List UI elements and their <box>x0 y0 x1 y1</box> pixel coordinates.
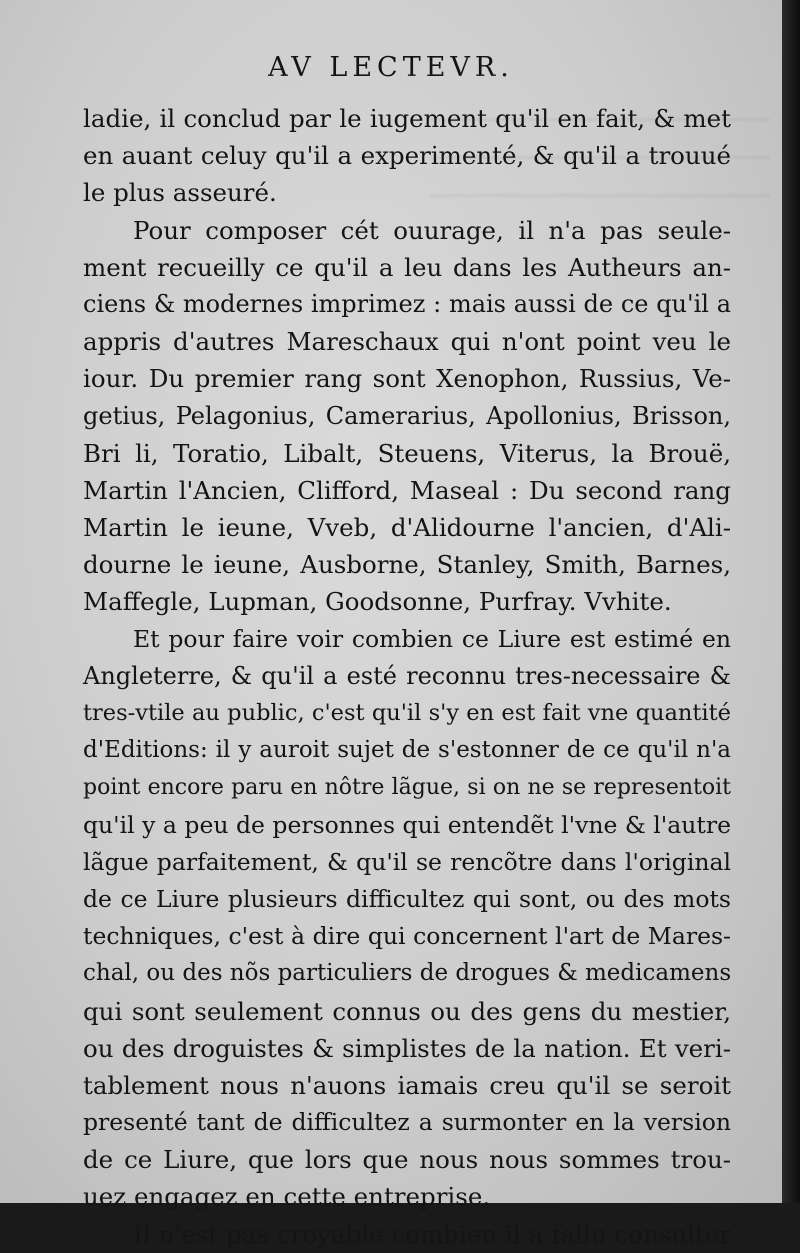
text-line: tablement nous n'auons iamais creu qu'il se seroit <box>83 1070 731 1100</box>
text-line: ment recueilly ce qu'il a leu dans les Autheurs an- <box>83 252 731 282</box>
text-line: de ce Liure plusieurs difficultez qui sont, ou des mots <box>83 884 731 913</box>
text-line: ou des droguistes & simplistes de la nation. Et veri- <box>83 1033 731 1063</box>
text-line: Et pour faire voir combien ce Liure est estimé en <box>133 624 731 653</box>
text-line: tres-vtile au public, c'est qu'il s'y en est fait vne quantité <box>83 700 731 726</box>
text-line: en auant celuy qu'il a experimenté, & qu'il a trouué <box>83 141 731 171</box>
text-line: appris d'autres Mareschaux qui n'ont point veu le <box>83 327 731 357</box>
text-line: qui sont seulement connus ou des gens du mestier, <box>83 996 731 1026</box>
text-line: ladie, il conclud par le iugement qu'il en fait, & met <box>83 104 731 133</box>
text-line: Martin le ieune, Vveb, d'Alidourne l'ancien, d'Ali- <box>83 513 731 543</box>
text-line: dourne le ieune, Ausborne, Stanley, Smith, Barnes, <box>83 550 731 580</box>
text-line: Pour composer cét ouurage, il n'a pas seule- <box>133 215 731 245</box>
text-line: Maffegle, Lupman, Goodsonne, Purfray. Vvhite. <box>83 587 672 617</box>
text-line: chal, ou des nõs particuliers de drogues & medicamens <box>83 960 732 987</box>
text-line: uez engagez en cette entreprise. <box>83 1182 491 1212</box>
body-text <box>83 100 731 1253</box>
text-line: Angleterre, & qu'il a esté reconnu tres-necessaire & <box>83 661 731 690</box>
text-line: iour. Du premier rang sont Xenophon, Russius, Ve- <box>83 364 731 394</box>
text-line: qu'il y a peu de personnes qui entendẽt l'vne & l'autre <box>83 810 731 839</box>
text-line: techniques, c'est à dire qui concernent l'art de Mares- <box>83 922 731 951</box>
text-line: le plus asseuré. <box>83 178 277 208</box>
page-edge <box>782 0 800 1203</box>
text-line: Martin l'Ancien, Clifford, Maseal : Du second rang <box>83 475 731 505</box>
running-head: AV LECTEVR. <box>268 52 514 83</box>
text-line: ciens & modernes imprimez : mais aussi de ce qu'il a <box>83 289 731 318</box>
text-line: getius, Pelagonius, Camerarius, Apollonius, Brisson, <box>83 401 731 430</box>
text-line: point encore paru en nôtre lãgue, si on ne se representoit <box>83 775 731 801</box>
text-line: d'Editions: il y auroit sujet de s'estonner de ce qu'il n'a <box>83 737 731 764</box>
text-line: lãgue parfaitement, & qu'il se rencõtre dans l'original <box>83 847 731 876</box>
text-line: Il n'est pas croyable combien il a fallu consulter <box>133 1219 731 1249</box>
text-line: Bri li, Toratio, Libalt, Steuens, Viterus, la Brouë, <box>83 438 731 468</box>
text-line: de ce Liure, que lors que nous nous sommes trou- <box>83 1145 731 1175</box>
text-line: presenté tant de difficultez a surmonter en la version <box>83 1108 731 1137</box>
